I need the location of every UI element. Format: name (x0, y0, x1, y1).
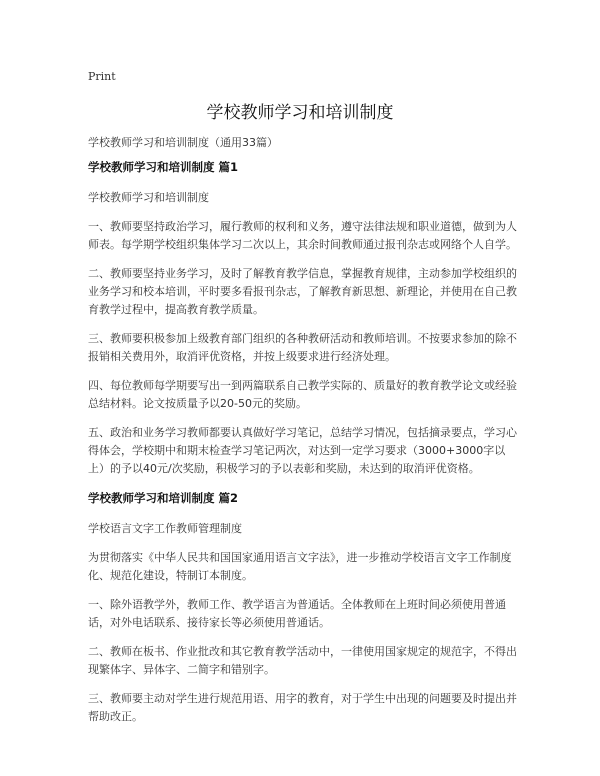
paragraph: 二、教师在板书、作业批改和其它教育教学活动中，一律使用国家规定的规范字，不得出现繁体字、异体字、二简字和错别字。 (88, 645, 517, 676)
paragraph: 三、教师要主动对学生进行规范用语、用字的教育，对于学生中出现的问题要及时提出并帮助改正。 (88, 692, 517, 723)
paragraph: 为贯彻落实《中华人民共和国国家通用语言文字法》，进一步推动学校语言文字工作制度化、规范化建设，特制订本制度。 (88, 551, 512, 582)
paragraph: 四、每位教师每学期要写出一到两篇联系自己教学实际的、质量好的教育教学论文或经验总结材料。论文按质量予以20-50元的奖励。 (88, 379, 517, 410)
paragraph: 学校教师学习和培训制度 (88, 191, 209, 204)
document-subtitle: 学校教师学习和培训制度（通用33篇） (88, 136, 278, 149)
page-title: 学校教师学习和培训制度 (206, 103, 394, 123)
print-link[interactable]: Print (88, 70, 116, 83)
section-1 (88, 158, 518, 478)
paragraph: 一、教师要坚持政治学习，履行教师的权利和义务，遵守法律法规和职业道德，做到为人师表。每学期学校组织集体学习二次以上，其余时间教师通过报刊杂志或网络个人自学。 (88, 220, 517, 251)
paragraph: 五、政治和业务学习教师都要认真做好学习笔记，总结学习情况，包括摘录要点，学习心得体会，学校期中和期末检查学习笔记两次，对达到一定学习要求（3000+3000字以上）的予以40元/次奖励，积极学习的予以表彰和奖励，未达到的取消评优资格。 (88, 426, 517, 475)
paragraph: 一、除外语教学外，教师工作、教学语言为普通话。全体教师在上班时间必须使用普通话，对外电话联系、接待家长等必须使用普通话。 (88, 598, 506, 629)
paragraph: 二、教师要坚持业务学习，及时了解教育教学信息，掌握教育规律，主动参加学校组织的业务学习和校本培训，平时要多看报刊杂志，了解教育新思想、新理论，并使用在自己教育教学过程中，提高教育教学质量。 (88, 267, 517, 316)
paragraph: 三、教师要积极参加上级教育部门组织的各种教研活动和教师培训。不按要求参加的除不报销相关费用外，取消评优资格，并按上级要求进行经济处理。 (88, 332, 517, 363)
section-heading: 学校教师学习和培训制度 篇2 (88, 491, 239, 505)
section-2 (88, 489, 518, 726)
paragraph: 学校语言文字工作教师管理制度 (88, 522, 242, 535)
document-body (88, 158, 518, 737)
section-heading: 学校教师学习和培训制度 篇1 (88, 160, 239, 174)
